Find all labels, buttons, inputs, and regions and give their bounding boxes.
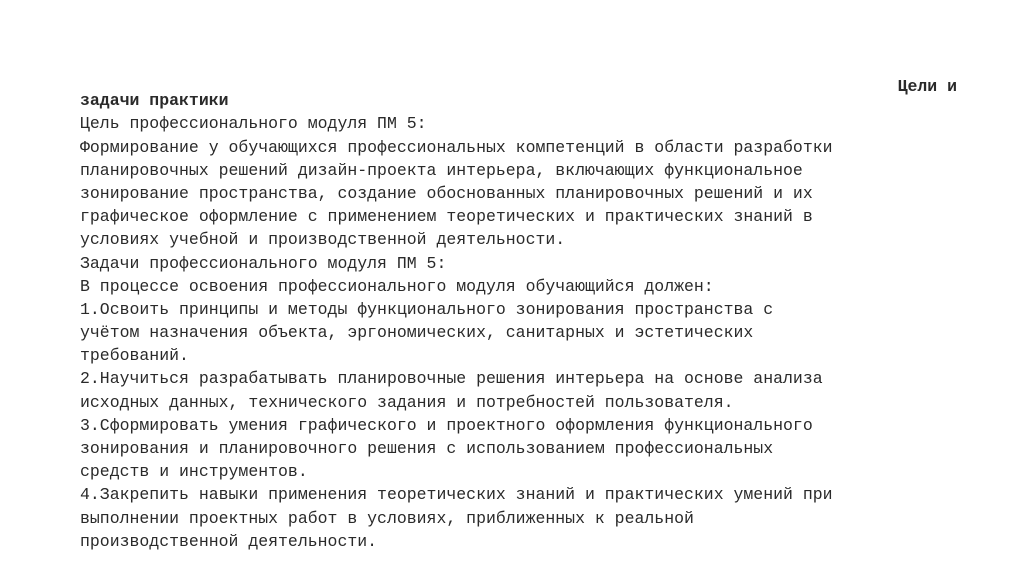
text-line: Цель профессионального модуля ПМ 5: <box>80 114 427 134</box>
text-line: графическое оформление с применением теоретических и практических знаний в <box>80 207 813 227</box>
text-line: средств и инструментов. <box>80 462 308 482</box>
text-line: Задачи профессионального модуля ПМ 5: <box>80 253 447 273</box>
text-line: исходных данных, технического задания и потребностей пользователя. <box>80 392 734 412</box>
text-line: производственной деятельности. <box>80 531 378 551</box>
text-line: В процессе освоения профессионального модуля обучающийся должен: <box>80 276 714 296</box>
document-body <box>80 75 960 553</box>
text-line: 1.Освоить принципы и методы функционального зонирования пространства с <box>80 299 774 319</box>
text-line: зонирование пространства, создание обоснованных планировочных решений и их <box>80 183 813 203</box>
text-line: учётом назначения объекта, эргономических, санитарных и эстетических <box>80 323 754 343</box>
text-line: 3.Сформировать умения графического и проектного оформления функционального <box>80 415 813 435</box>
text-line: 2.Научиться разрабатывать планировочные решения интерьера на основе анализа <box>80 369 823 389</box>
heading-part1: Цели и <box>897 77 957 96</box>
text-line: зонирования и планировочного решения с использованием профессиональных <box>80 439 774 458</box>
heading-part2: задачи практики <box>80 91 229 111</box>
text-line: выполнении проектных работ в условиях, приближенных к реальной <box>80 508 694 528</box>
text-line: условиях учебной и производственной деятельности. <box>80 230 566 250</box>
text-line: Формирование у обучающихся профессиональных компетенций в области разработки <box>80 137 833 157</box>
text-line: требований. <box>80 346 189 366</box>
text-line: планировочных решений дизайн-проекта интерьера, включающих функциональное <box>80 160 803 180</box>
text-line: 4.Закрепить навыки применения теоретических знаний и практических умений при <box>80 485 833 505</box>
